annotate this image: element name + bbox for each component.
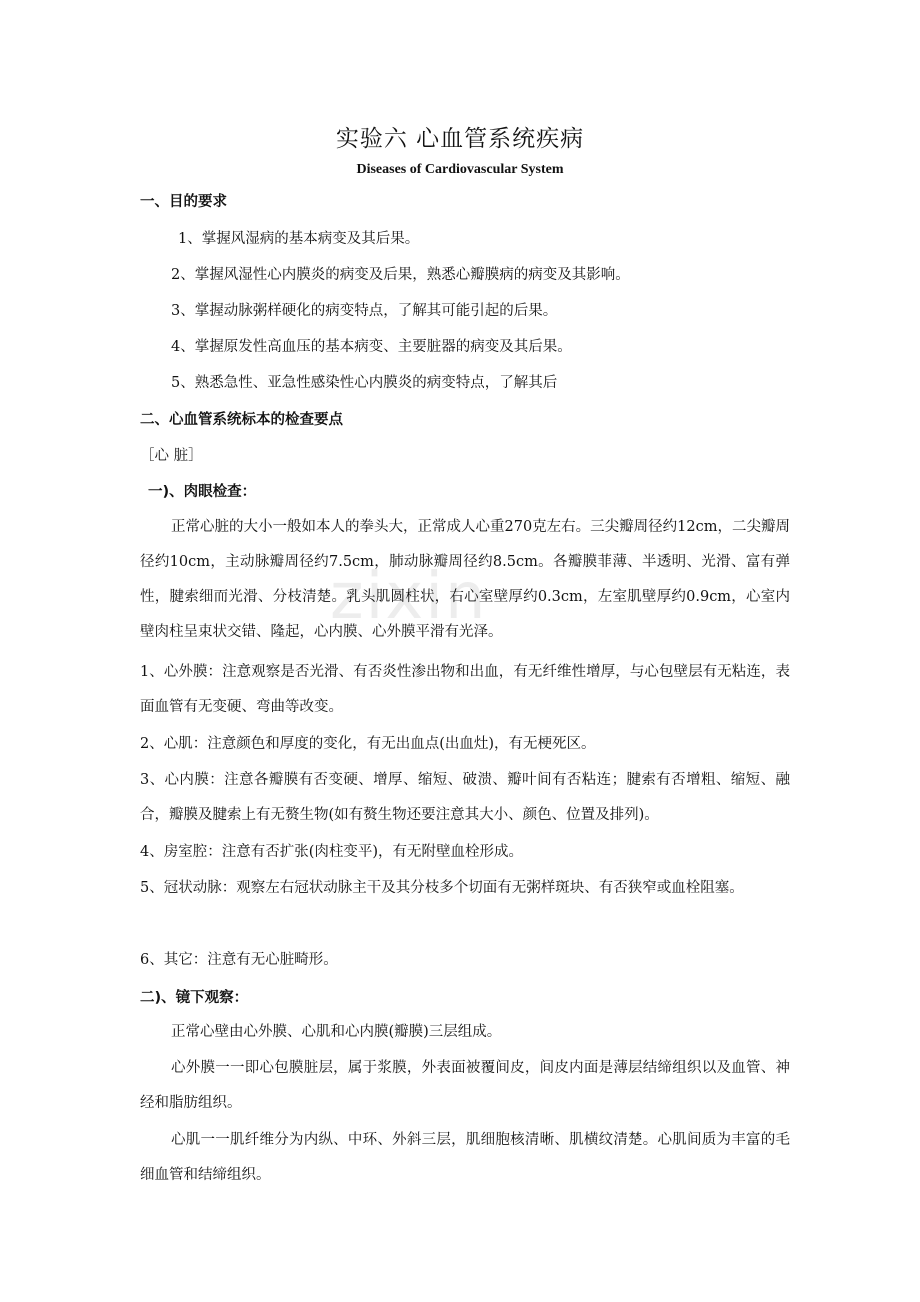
point-epicardium: 1、心外膜：注意观察是否光滑、有否炎性渗出物和出血，有无纤维性增厚，与心包壁层有无粘连，表面血管有无变硬、弯曲等改变。 xyxy=(140,664,790,715)
page-subtitle: Diseases of Cardiovascular System xyxy=(356,162,564,177)
point-chambers: 4、房室腔：注意有否扩张(肉柱变平)，有无附壁血栓形成。 xyxy=(140,844,524,860)
section1-heading: 一、目的要求 xyxy=(140,194,227,210)
objective-item-2: 2、掌握风湿性心内膜炎的病变及后果，熟悉心瓣膜病的病变及其影响。 xyxy=(171,267,630,283)
micro-paragraph-2: 心外膜一一即心包膜脏层，属于浆膜，外表面被覆间皮，间皮内面是薄层结缔组织以及血管、神经和脂肪组织。 xyxy=(140,1060,790,1111)
objective-item-3: 3、掌握动脉粥样硬化的病变特点，了解其可能引起的后果。 xyxy=(171,303,558,319)
micro-paragraph-1: 正常心壁由心外膜、心肌和心内膜(瓣膜)三层组成。 xyxy=(171,1024,502,1040)
micro-exam-heading: 二)、镜下观察： xyxy=(140,990,249,1006)
watermark: zixin xyxy=(330,560,488,634)
point-myocardium: 2、心肌：注意颜色和厚度的变化，有无出血点(出血灶)，有无梗死区。 xyxy=(140,736,596,752)
objective-item-1: 1、掌握风湿病的基本病变及其后果。 xyxy=(178,231,420,247)
objective-item-4: 4、掌握原发性高血压的基本病变、主要脏器的病变及其后果。 xyxy=(171,339,572,355)
page-title: 实验六 心血管系统疾病 xyxy=(335,126,585,152)
section2-heading: 二、心血管系统标本的检查要点 xyxy=(140,412,343,428)
point-coronary: 5、冠状动脉：观察左右冠状动脉主干及其分枝多个切面有无粥样斑块、有否狭窄或血栓阻塞。 xyxy=(140,880,744,896)
point-endocardium: 3、心内膜：注意各瓣膜有否变硬、增厚、缩短、破溃、瓣叶间有否粘连；腱索有否增粗、缩短、融合，瓣膜及腱索上有无赘生物(如有赘生物还要注意其大小、颜色、位置及排列)。 xyxy=(140,772,790,823)
normal-heart-paragraph: 正常心脏的大小一般如本人的拳头大，正常成人心重270克左右。三尖瓣周径约12cm，二尖瓣周径约10cm，主动脉瓣周径约7.5cm，肺动脉瓣周径约8.5cm。各瓣膜菲薄、半透明、光滑、富有弹性，腱索细而光滑、分枝清楚。乳头肌圆柱状，右心室壁厚约0.3cm，左室肌壁厚约0.9cm，心室内壁肉柱呈束状交错、隆起，心内膜、心外膜平滑有光泽。 xyxy=(140,519,790,640)
gross-exam-heading: 一)、肉眼检查： xyxy=(148,484,257,500)
point-other: 6、其它：注意有无心脏畸形。 xyxy=(140,952,338,968)
objective-item-5: 5、熟悉急性、亚急性感染性心内膜炎的病变特点，了解其后 xyxy=(171,375,558,391)
heart-bracket-label: ［心 脏］ xyxy=(140,448,203,464)
micro-paragraph-3: 心肌一一肌纤维分为内纵、中环、外斜三层，肌细胞核清晰、肌横纹清楚。心肌间质为丰富的毛细血管和结缔组织。 xyxy=(140,1132,790,1183)
